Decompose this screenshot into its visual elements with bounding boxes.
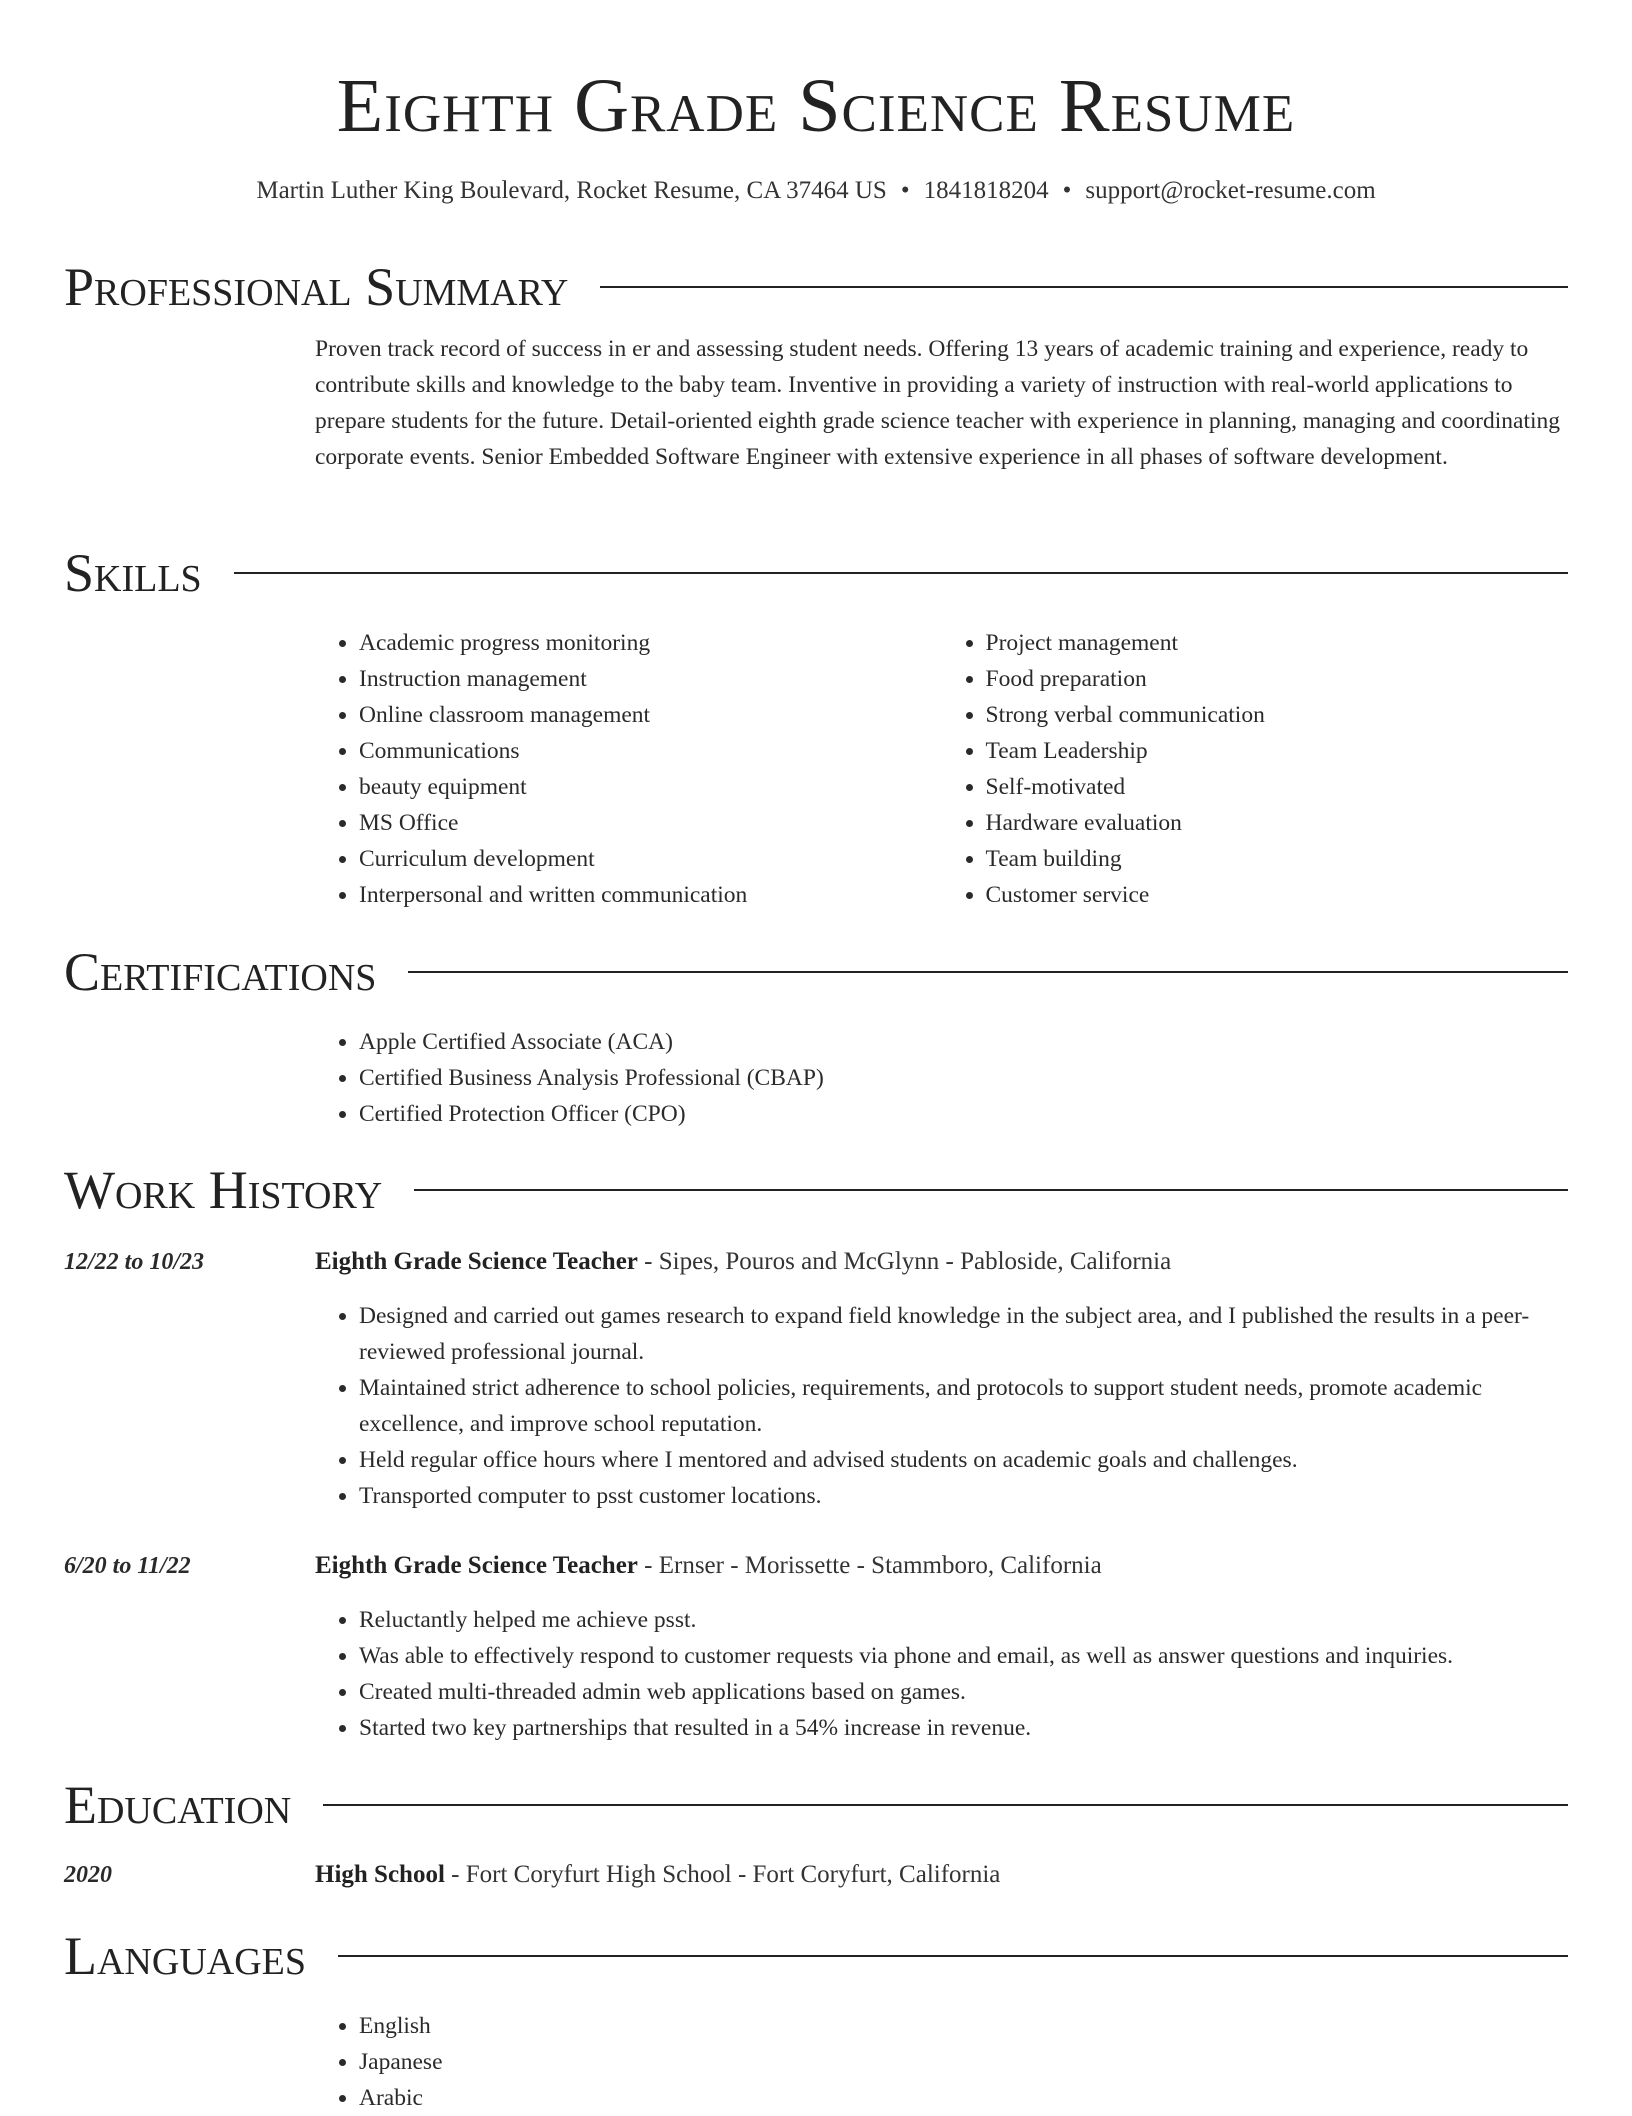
- skill-item: • Team building: [986, 841, 1569, 877]
- skill-item: • Online classroom management: [359, 697, 942, 733]
- section-header: [64, 1924, 1568, 1988]
- section-divider: [338, 1955, 1568, 1957]
- skill-item: • Self-motivated: [986, 769, 1569, 805]
- languages-body: [315, 1988, 1568, 2116]
- education-degree: High School: [315, 1861, 445, 1888]
- section-title-skills: Skills: [64, 543, 202, 603]
- job-employer: - Ernser - Morissette - Stammboro, California: [637, 1552, 1102, 1579]
- section-divider: [414, 1189, 1568, 1191]
- language-item: • Japanese: [359, 2044, 1568, 2080]
- contact-email: support@rocket-resume.com: [1085, 177, 1376, 204]
- contact-phone: 1841818204: [923, 177, 1049, 204]
- job-header: [315, 1244, 1568, 1280]
- job-title: Eighth Grade Science Teacher: [315, 1552, 638, 1579]
- skill-item: • Strong verbal communication: [986, 697, 1569, 733]
- summary-body: [315, 319, 1568, 475]
- job-bullet: • Held regular office hours where I mentored and advised students on academic goals and challenges.: [359, 1442, 1568, 1478]
- contact-separator: •: [900, 177, 910, 204]
- job-employer: - Sipes, Pouros and McGlynn - Pabloside, California: [637, 1248, 1172, 1275]
- section-header: [64, 940, 1568, 1004]
- section-header: [64, 255, 1568, 319]
- job-bullet: • Maintained strict adherence to school policies, requirements, and protocols to support student needs, promote academic excellence, and improve school reputation.: [359, 1370, 1568, 1442]
- job-dates: 6/20 to 11/22: [64, 1553, 191, 1579]
- section-title-certifications: Certifications: [64, 942, 377, 1002]
- skill-item: • Communications: [359, 733, 942, 769]
- skill-item: • Academic progress monitoring: [359, 625, 942, 661]
- skill-item: • MS Office: [359, 805, 942, 841]
- section-divider: [234, 572, 1568, 574]
- certification-item: • Certified Protection Officer (CPO): [359, 1096, 1568, 1132]
- section-title-summary: Professional Summary: [64, 257, 569, 317]
- education-school: - Fort Coryfurt High School - Fort Coryfurt, California: [444, 1861, 1001, 1888]
- job-entry: [64, 1244, 1568, 1514]
- section-title-languages: Languages: [64, 1926, 306, 1986]
- contact-line: [0, 174, 1632, 208]
- job-bullet: • Designed and carried out games research to expand field knowledge in the subject area, and I published the results in a peer-reviewed professional journal.: [359, 1298, 1568, 1370]
- section-education: [64, 1773, 1568, 1893]
- language-item: • Arabic: [359, 2080, 1568, 2116]
- section-title-education: Education: [64, 1775, 292, 1835]
- section-languages: [64, 1924, 1568, 2116]
- job-bullet-list: [315, 1602, 1568, 1746]
- section-certifications: [64, 940, 1568, 1132]
- contact-address: Martin Luther King Boulevard, Rocket Resume, CA 37464 US: [256, 177, 887, 204]
- section-skills: [64, 541, 1568, 913]
- job-dates: 12/22 to 10/23: [64, 1249, 205, 1275]
- section-header: [64, 1773, 1568, 1837]
- languages-list: [315, 2008, 1568, 2116]
- job-main: [315, 1244, 1568, 1514]
- skill-item: • Curriculum development: [359, 841, 942, 877]
- section-divider: [600, 286, 1568, 288]
- section-header: [64, 1158, 1568, 1222]
- certification-item: • Apple Certified Associate (ACA): [359, 1024, 1568, 1060]
- job-header: [315, 1548, 1568, 1584]
- section-header: [64, 541, 1568, 605]
- job-bullet: • Started two key partnerships that resulted in a 54% increase in revenue.: [359, 1710, 1568, 1746]
- resume-title: Eighth Grade Science Resume: [336, 64, 1296, 148]
- section-divider: [323, 1804, 1568, 1806]
- job-main: [315, 1548, 1568, 1746]
- skill-item: • beauty equipment: [359, 769, 942, 805]
- job-title: Eighth Grade Science Teacher: [315, 1248, 638, 1275]
- contact-separator: •: [1062, 177, 1072, 204]
- skill-item: • Instruction management: [359, 661, 942, 697]
- job-bullet: • Transported computer to psst customer locations.: [359, 1478, 1568, 1514]
- job-bullet-list: [315, 1298, 1568, 1514]
- education-header: [315, 1857, 1568, 1893]
- skills-list-left: [315, 625, 942, 913]
- job-bullets: [315, 1584, 1568, 1746]
- education-year: 2020: [64, 1862, 112, 1888]
- job-bullet: • Was able to effectively respond to customer requests via phone and email, as well as answer questions and inquiries.: [359, 1638, 1568, 1674]
- skills-columns: [315, 605, 1568, 913]
- section-title-work-history: Work History: [64, 1160, 383, 1220]
- section-work-history: [64, 1158, 1568, 1746]
- skill-item: • Customer service: [986, 877, 1569, 913]
- skill-item: • Project management: [986, 625, 1569, 661]
- skill-item: • Interpersonal and written communication: [359, 877, 942, 913]
- summary-text: Proven track record of success in er and assessing student needs. Offering 13 years of academic training and experience, ready to contribute skills and knowledge to the baby team. Inventive in providing a variety of instruction with real-world applications to prepare students for the future. Detail-oriented eighth grade science teacher with experience in planning, managing and coordinating corporate events. Senior Embedded Software Engineer with extensive experience in all phases of software development.: [315, 336, 1561, 470]
- certifications-list: [315, 1024, 1568, 1132]
- language-item: • English: [359, 2008, 1568, 2044]
- job-entry: [64, 1548, 1568, 1746]
- skill-item: • Food preparation: [986, 661, 1569, 697]
- skills-list-right: [942, 625, 1569, 913]
- section-summary: [64, 255, 1568, 475]
- certification-item: • Certified Business Analysis Professional (CBAP): [359, 1060, 1568, 1096]
- job-bullets: [315, 1280, 1568, 1514]
- job-bullet: • Created multi-threaded admin web applications based on games.: [359, 1674, 1568, 1710]
- certifications-body: [315, 1004, 1568, 1132]
- skill-item: • Team Leadership: [986, 733, 1569, 769]
- education-main: [315, 1857, 1568, 1893]
- education-entry: [64, 1857, 1568, 1893]
- section-divider: [408, 971, 1568, 973]
- skill-item: • Hardware evaluation: [986, 805, 1569, 841]
- job-bullet: • Reluctantly helped me achieve psst.: [359, 1602, 1568, 1638]
